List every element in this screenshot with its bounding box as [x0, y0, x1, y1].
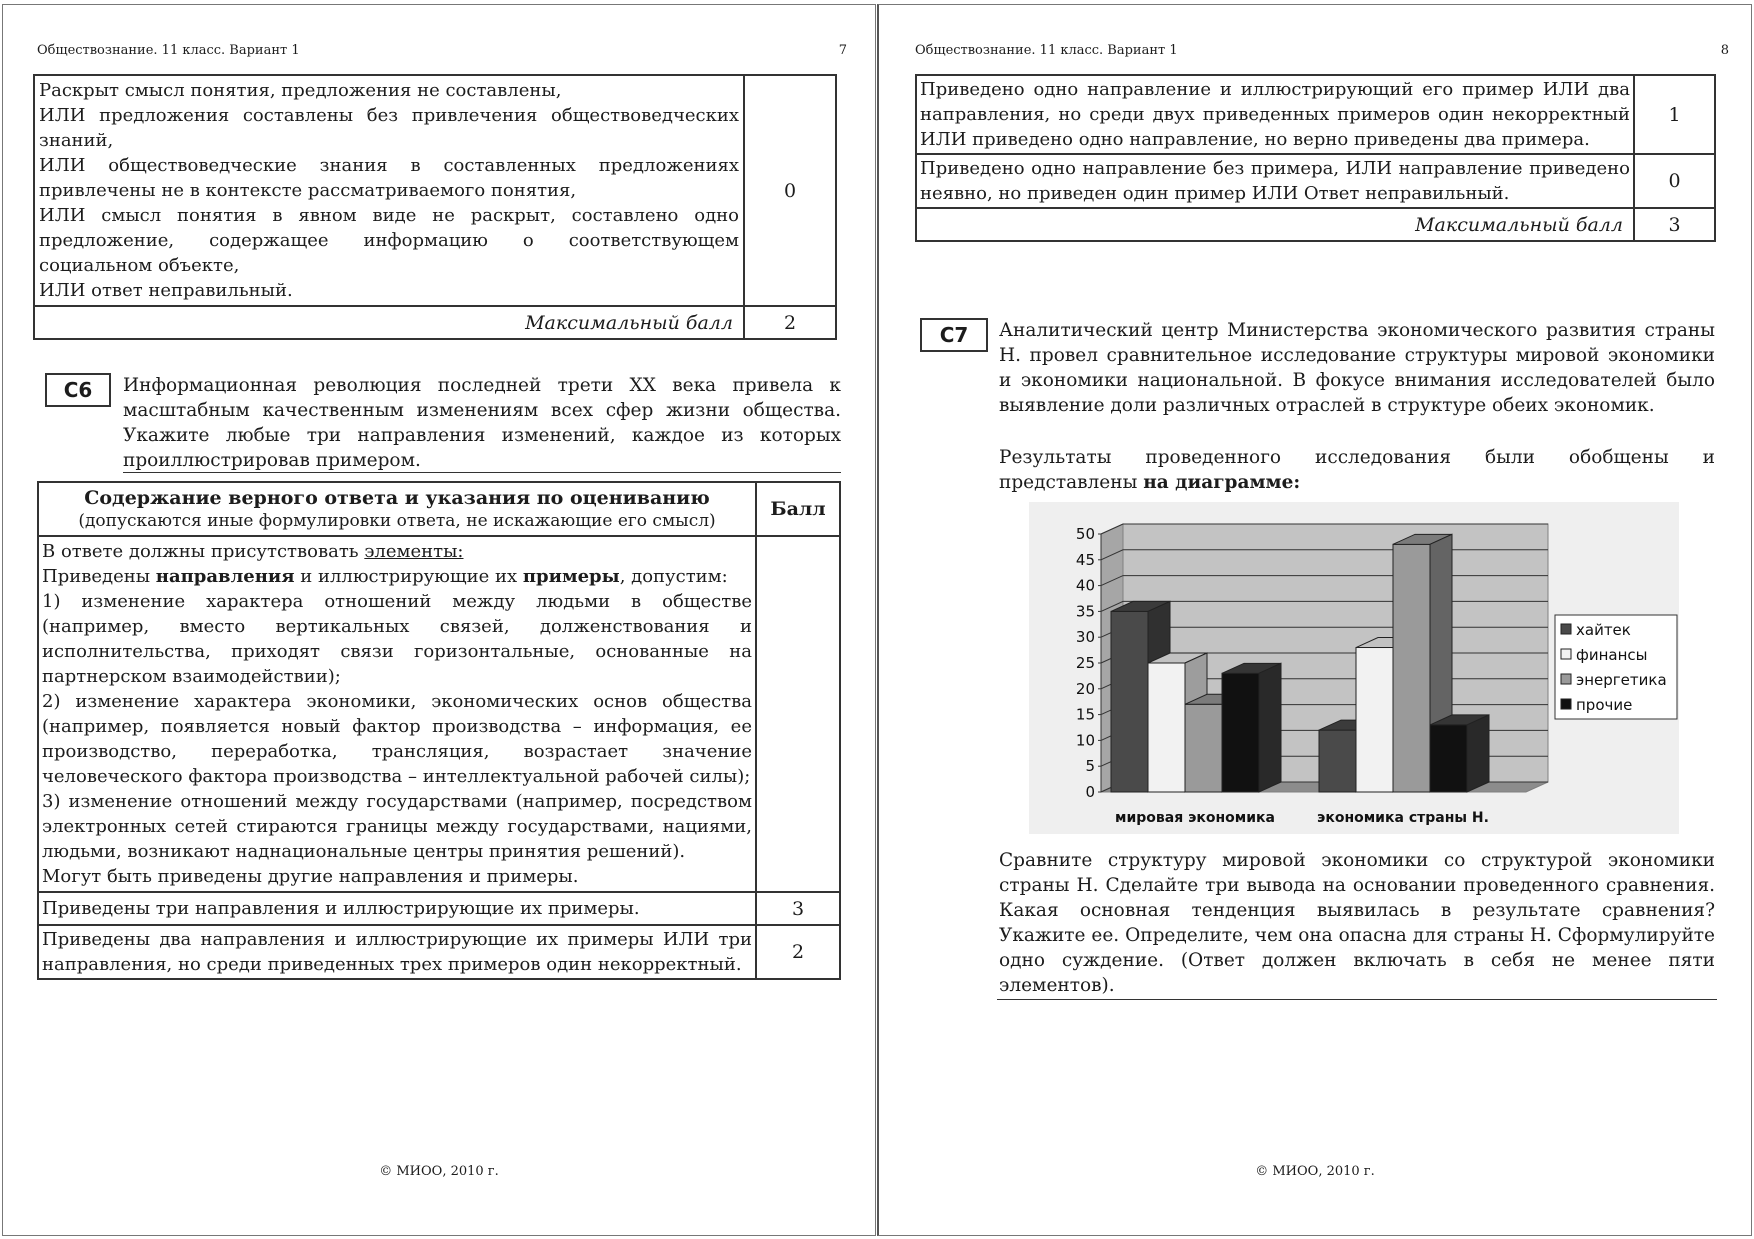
answer-content-cell — [38, 536, 756, 892]
bar-прочие — [1222, 673, 1259, 792]
score-row-text: Приведено одно направление и иллюстрирующий его пример ИЛИ два направления, но среди двух приведенных примеров один некорректный ИЛИ приведено одно направление, но верно приведены два примера. — [916, 75, 1634, 154]
score-head: Балл — [756, 482, 840, 536]
score-cell: 0 — [744, 75, 836, 306]
criteria-line: ИЛИ смысл понятия в явном виде не раскрыт, составлено одно предложение, содержащее информацию о соответствующем социальном объекте, — [39, 205, 739, 276]
intro-elements: элементы: — [364, 541, 464, 562]
question-text-c7-results — [999, 445, 1715, 495]
score-row-text: Приведены два направления и иллюстрирующие их примеры ИЛИ три направления, но среди приведенных трех примеров один некорректный. — [38, 925, 756, 979]
bar-side-прочие — [1467, 715, 1489, 792]
results-bold: на диаграмме: — [1143, 472, 1301, 493]
x-category-label: мировая экономика — [1115, 810, 1275, 826]
dir-bold-directions: направления — [155, 566, 295, 587]
bar-side-прочие — [1259, 663, 1281, 792]
bar-прочие — [1430, 725, 1467, 792]
y-tick-label: 20 — [1075, 679, 1095, 698]
criteria-line: ИЛИ ответ неправильный. — [39, 280, 293, 301]
criteria-line: ИЛИ обществоведческие знания в составленных предложениях привлечены не в контексте рассматриваемого понятия, — [39, 155, 739, 201]
page-7 — [2, 4, 876, 1236]
criteria-line: Раскрыт смысл понятия, предложения не составлены, — [39, 80, 562, 101]
legend-label: прочие — [1576, 696, 1633, 714]
intro-prefix: В ответе должны присутствовать — [42, 541, 365, 562]
score-row-value: 3 — [756, 892, 840, 925]
answer-note: Могут быть приведены другие направления и примеры. — [42, 866, 579, 887]
score-row-text: Приведены три направления и иллюстрирующие их примеры. — [38, 892, 756, 925]
page-number: 8 — [1720, 43, 1729, 58]
y-tick-label: 0 — [1085, 783, 1095, 801]
y-tick-label: 35 — [1075, 602, 1095, 621]
results-prefix: Результаты проведенного исследования были обобщены и представлены — [999, 447, 1715, 493]
max-score-label: Максимальный балл — [916, 208, 1634, 241]
page-footer: © МИОО, 2010 г. — [1255, 1164, 1375, 1179]
table-head — [38, 482, 756, 536]
dir-suffix: , допустим: — [619, 566, 728, 587]
answer-item: 3) изменение отношений между государствами (например, посредством электронных сетей стираются границы между государствами, нациями, людьми, возникают наднациональные центры принятия решений). — [42, 791, 752, 862]
scoring-table-continued — [33, 74, 837, 340]
dir-bold-examples: примеры — [522, 566, 620, 587]
page-8 — [877, 4, 1752, 1236]
legend-swatch — [1561, 624, 1571, 634]
criteria-line: ИЛИ предложения составлены без привлечения обществоведческих знаний, — [39, 105, 739, 151]
legend-label: энергетика — [1576, 671, 1667, 689]
page-header: Обществознание. 11 класс. Вариант 1 — [915, 43, 1178, 58]
score-row-value: 1 — [1634, 75, 1715, 154]
bar-финансы — [1148, 663, 1185, 792]
y-tick-label: 30 — [1075, 628, 1095, 647]
page-number: 7 — [838, 43, 847, 58]
max-score-value: 3 — [1634, 208, 1715, 241]
intro-line — [42, 539, 752, 564]
question-text-c7: Аналитический центр Министерства экономического развития страны Н. провел сравнительное исследование структуры мировой экономики и экономики национальной. В фокусе внимания исследователей было выявление доли различных отраслей в структуре обеих экономик. — [999, 320, 1715, 416]
answer-line — [997, 999, 1717, 1000]
bar-энергетика — [1185, 704, 1222, 792]
page-header: Обществознание. 11 класс. Вариант 1 — [37, 43, 300, 58]
answer-item: 1) изменение характера отношений между людьми в обществе (например, вместо вертикальных связей, долженствования и исполнительства, приходят связи горизонтальные, основанные на партнерском взаимодействии); — [42, 591, 752, 687]
question-label-c7: С7 — [920, 318, 988, 352]
score-row-value: 2 — [756, 925, 840, 979]
y-tick-label: 15 — [1075, 705, 1095, 724]
question-task-c7: Сравните структуру мировой экономики со структурой экономики страны Н. Сделайте три вывода на основании проведенного сравнения. Какая основная тенденция выявилась в результате сравнения? Укажите ее. Определите, чем она опасна для страны Н. Сформулируйте одно суждение. (Ответ должен включать в себя не менее пяти элементов). — [999, 850, 1715, 996]
legend-label: финансы — [1576, 646, 1648, 664]
legend-swatch — [1561, 699, 1571, 709]
scoring-table-continued — [915, 74, 1716, 242]
bar-энергетика — [1393, 544, 1430, 792]
y-tick-label: 10 — [1075, 731, 1095, 750]
question-text-c6: Информационная революция последней трети XX века привела к масштабным качественным изменениям всех сфер жизни общества. Укажите любые три направления изменений, каждое из которых проиллюстрировав примером. — [123, 375, 841, 471]
page-footer: © МИОО, 2010 г. — [379, 1164, 499, 1179]
empty-score-cell — [756, 536, 840, 892]
table-head-title: Содержание верного ответа и указания по оцениванию — [84, 487, 710, 509]
dir-prefix: Приведены — [42, 566, 156, 587]
answer-line — [123, 472, 841, 473]
y-tick-label: 50 — [1075, 525, 1095, 543]
bar-хайтек — [1319, 730, 1356, 792]
max-score-value: 2 — [744, 306, 836, 339]
score-row-value: 0 — [1634, 154, 1715, 208]
criteria-cell — [34, 75, 744, 306]
legend-swatch — [1561, 649, 1571, 659]
bar-хайтек — [1111, 611, 1148, 792]
x-category-label: экономика страны Н. — [1317, 810, 1489, 826]
y-tick-label: 40 — [1075, 576, 1095, 595]
max-score-label: Максимальный балл — [34, 306, 744, 339]
legend-swatch — [1561, 674, 1571, 684]
y-tick-label: 5 — [1085, 757, 1095, 776]
scoring-table-c6 — [37, 481, 841, 980]
directions-line — [42, 564, 752, 589]
score-row-text: Приведено одно направление без примера, ИЛИ направление приведено неявно, но приведен один пример ИЛИ Ответ неправильный. — [916, 154, 1634, 208]
table-head-subtitle: (допускаются иные формулировки ответа, не искажающие его смысл) — [78, 511, 716, 531]
answer-item: 2) изменение характера экономики, экономических основ общества (например, появляется новый фактор производства – информация, ее производство, переработка, трансляция, возрастает значение человеческого фактора производства – интеллектуальной рабочей силы); — [42, 691, 752, 787]
legend-label: хайтек — [1576, 621, 1631, 639]
question-label-c6: С6 — [45, 373, 111, 407]
bar-финансы — [1356, 648, 1393, 792]
dir-mid: и иллюстрирующие их — [294, 566, 523, 587]
y-tick-label: 25 — [1075, 654, 1095, 672]
bar-chart — [1029, 502, 1679, 834]
y-tick-label: 45 — [1075, 550, 1095, 569]
